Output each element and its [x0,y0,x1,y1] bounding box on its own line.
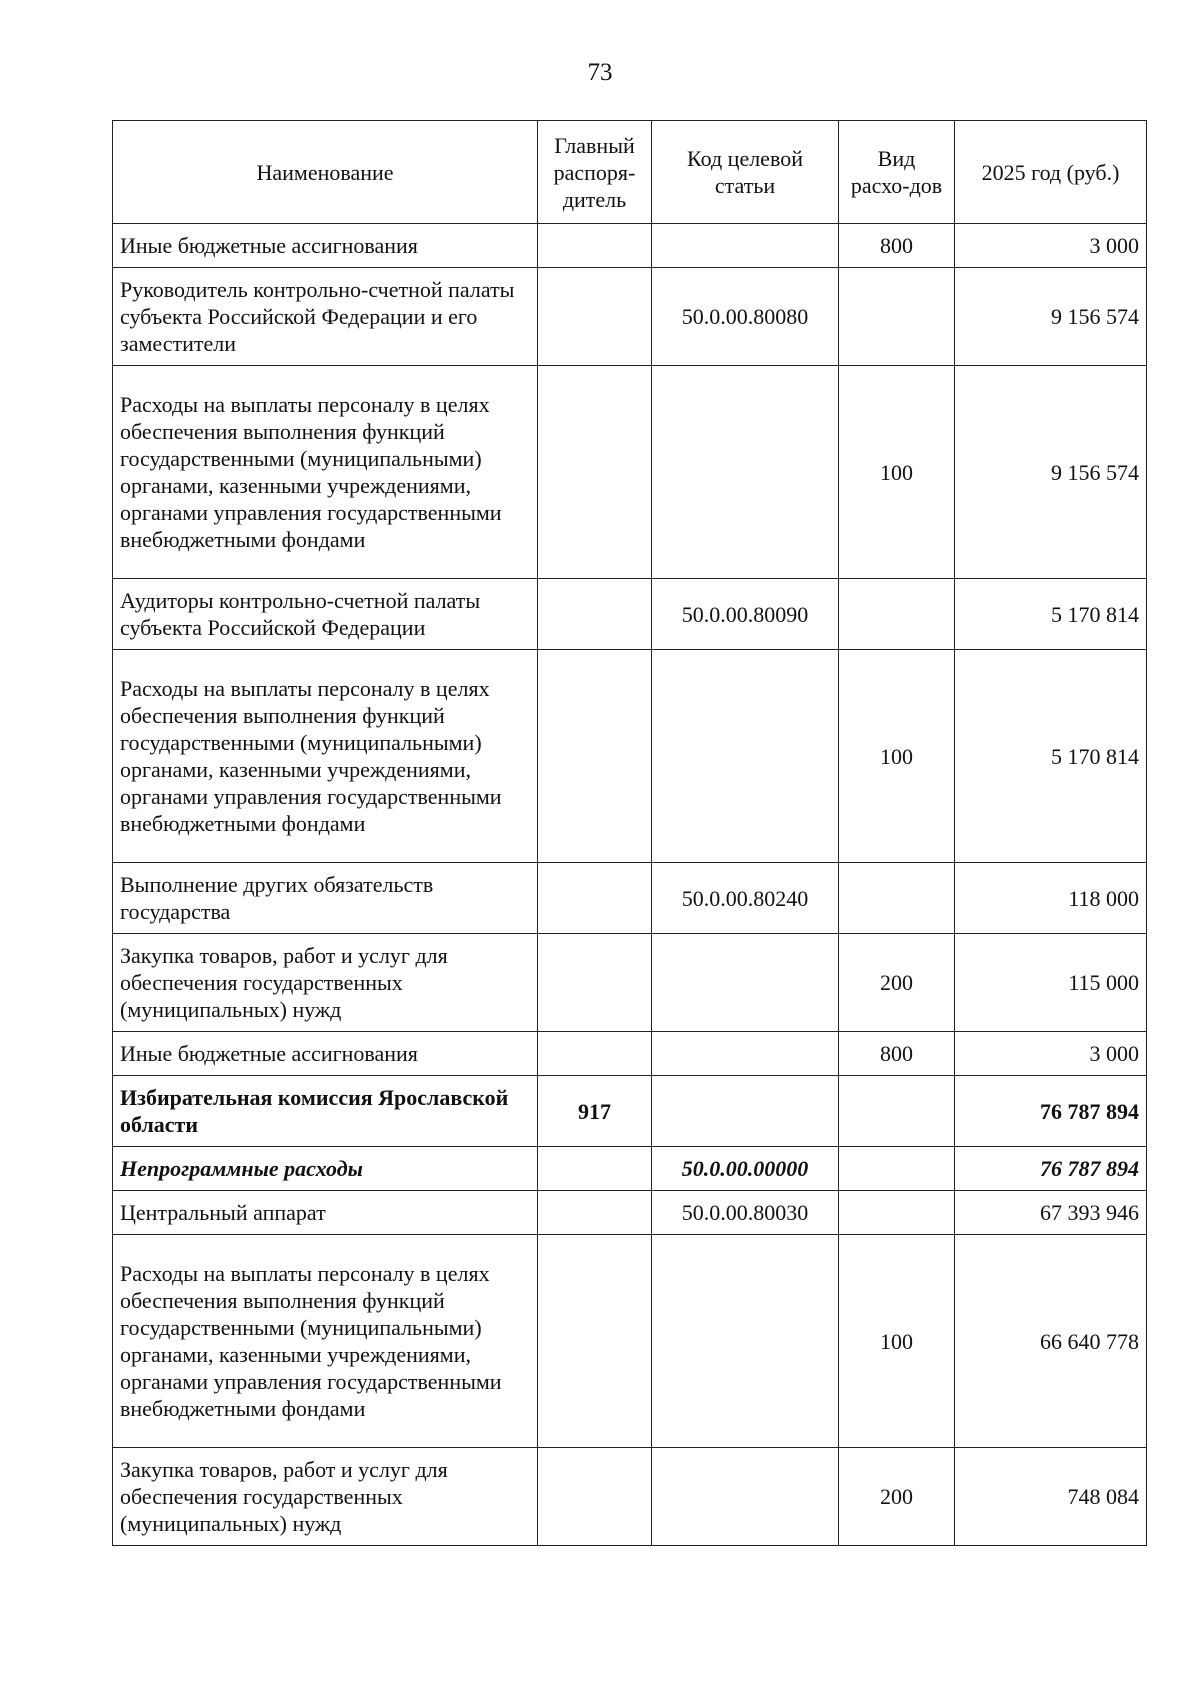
cell-code [652,224,839,268]
cell-name: Аудиторы контрольно-счетной палаты субъекта Российской Федерации [113,579,538,650]
cell-admin [538,366,652,579]
cell-code: 50.0.00.80240 [652,863,839,934]
cell-type: 800 [839,1032,955,1076]
cell-admin [538,268,652,366]
cell-admin [538,650,652,863]
cell-code [652,1235,839,1448]
table-row [113,863,1147,934]
cell-sum: 9 156 574 [955,268,1147,366]
cell-sum: 3 000 [955,1032,1147,1076]
cell-name: Непрограммные расходы [113,1147,538,1191]
header-name: Наименование [113,121,538,224]
table-row [113,366,1147,579]
table-row [113,934,1147,1032]
cell-admin [538,1235,652,1448]
header-code: Код целевой статьи [652,121,839,224]
cell-code [652,366,839,579]
page-number: 73 [587,59,613,86]
table-row [113,650,1147,863]
header-admin: Главный распоря-дитель [538,121,652,224]
cell-code [652,1032,839,1076]
cell-sum: 76 787 894 [955,1076,1147,1147]
budget-table [112,120,1147,1546]
cell-type [839,579,955,650]
cell-name: Иные бюджетные ассигнования [113,224,538,268]
cell-code: 50.0.00.00000 [652,1147,839,1191]
cell-type [839,1147,955,1191]
cell-name: Центральный аппарат [113,1191,538,1235]
cell-admin [538,1191,652,1235]
cell-code [652,1076,839,1147]
cell-type: 100 [839,650,955,863]
cell-admin [538,1032,652,1076]
cell-type: 100 [839,1235,955,1448]
header-sum: 2025 год (руб.) [955,121,1147,224]
cell-sum: 3 000 [955,224,1147,268]
cell-type [839,1076,955,1147]
cell-code: 50.0.00.80090 [652,579,839,650]
cell-admin: 917 [538,1076,652,1147]
cell-sum: 76 787 894 [955,1147,1147,1191]
cell-admin [538,934,652,1032]
table-row [113,579,1147,650]
cell-type [839,1191,955,1235]
cell-sum: 115 000 [955,934,1147,1032]
cell-type [839,268,955,366]
cell-admin [538,1147,652,1191]
cell-sum: 66 640 778 [955,1235,1147,1448]
cell-name: Закупка товаров, работ и услуг для обеспечения государственных (муниципальных) нужд [113,934,538,1032]
cell-sum: 748 084 [955,1448,1147,1546]
cell-sum: 5 170 814 [955,579,1147,650]
cell-name: Расходы на выплаты персоналу в целях обеспечения выполнения функций государственными (муниципальными) органами, казенными учреждениями, органами управления государственными внебюджетными фондами [113,1235,538,1448]
header-type: Вид расхо-дов [839,121,955,224]
table-row [113,1191,1147,1235]
cell-type [839,863,955,934]
cell-code: 50.0.00.80030 [652,1191,839,1235]
cell-code [652,650,839,863]
cell-name: Закупка товаров, работ и услуг для обеспечения государственных (муниципальных) нужд [113,1448,538,1546]
cell-admin [538,579,652,650]
cell-code [652,1448,839,1546]
cell-name: Расходы на выплаты персоналу в целях обеспечения выполнения функций государственными (муниципальными) органами, казенными учреждениями, органами управления государственными внебюджетными фондами [113,366,538,579]
cell-admin [538,1448,652,1546]
cell-type: 100 [839,366,955,579]
cell-type: 800 [839,224,955,268]
cell-sum: 118 000 [955,863,1147,934]
cell-admin [538,224,652,268]
table-row [113,1032,1147,1076]
table-header-row [113,121,1147,224]
cell-name: Избирательная комиссия Ярославской области [113,1076,538,1147]
cell-code: 50.0.00.80080 [652,268,839,366]
cell-admin [538,863,652,934]
cell-type: 200 [839,1448,955,1546]
cell-type: 200 [839,934,955,1032]
table-row [113,1235,1147,1448]
cell-sum: 5 170 814 [955,650,1147,863]
cell-sum: 9 156 574 [955,366,1147,579]
table-row-section [113,1076,1147,1147]
cell-sum: 67 393 946 [955,1191,1147,1235]
cell-name: Выполнение других обязательств государства [113,863,538,934]
cell-code [652,934,839,1032]
table-row [113,224,1147,268]
cell-name: Руководитель контрольно-счетной палаты субъекта Российской Федерации и его заместители [113,268,538,366]
table-row [113,268,1147,366]
table-row [113,1448,1147,1546]
cell-name: Иные бюджетные ассигнования [113,1032,538,1076]
cell-name: Расходы на выплаты персоналу в целях обеспечения выполнения функций государственными (муниципальными) органами, казенными учреждениями, органами управления государственными внебюджетными фондами [113,650,538,863]
table-row-subsection [113,1147,1147,1191]
